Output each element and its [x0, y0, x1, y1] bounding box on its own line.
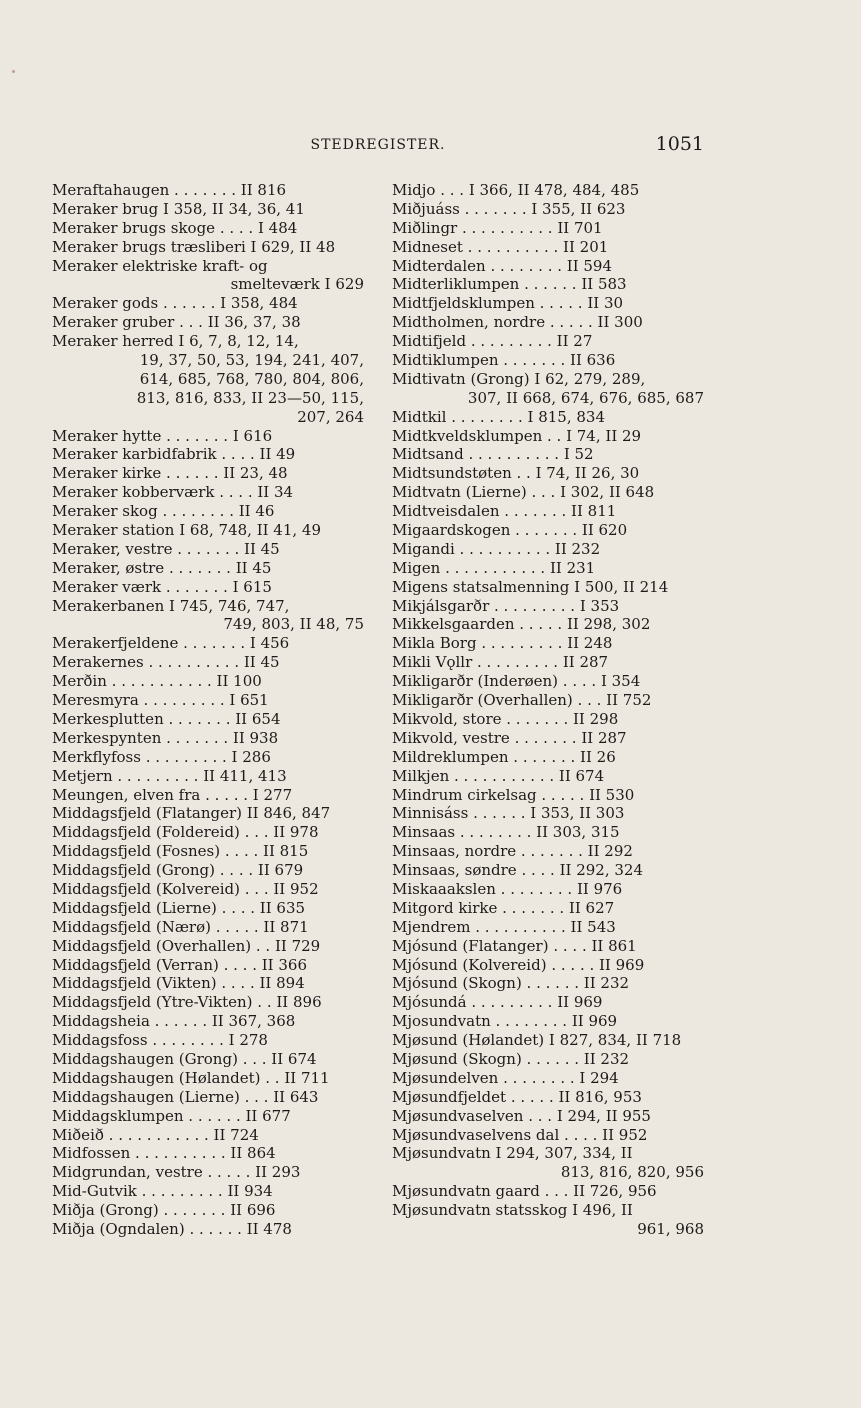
index-entry: Merkesplutten . . . . . . . II 654 — [52, 709, 281, 728]
index-entry: Middagsfjeld (Kolvereid) . . . II 952 — [52, 879, 319, 898]
index-entry: Mjøsundvatn gaard . . . II 726, 956 — [392, 1182, 657, 1201]
index-entry: Meraker kobberværk . . . . II 34 — [52, 483, 294, 502]
index-entry: Middagsfjeld (Foldereid) . . . II 978 — [52, 823, 319, 842]
index-entry: Merakernes . . . . . . . . . . II 45 — [52, 653, 280, 672]
index-entry: Miðeið . . . . . . . . . . . II 724 — [52, 1125, 259, 1144]
index-entry: Mitgord kirke . . . . . . . II 627 — [392, 898, 615, 917]
index-column-right — [392, 181, 704, 1239]
index-entry-continuation: 813, 816, 833, II 23—50, 115, — [136, 388, 364, 407]
index-entry: Mjósund (Flatanger) . . . . II 861 — [392, 936, 637, 955]
index-entry-continuation: 614, 685, 768, 780, 804, 806, — [139, 369, 364, 388]
index-entry: Minsaas, søndre . . . . II 292, 324 — [392, 861, 644, 880]
index-entry: Midgrundan, vestre . . . . . II 293 — [52, 1163, 301, 1182]
index-entry: Midterliklumpen . . . . . . II 583 — [392, 275, 627, 294]
index-entry: Meraker brugs træsliberi I 629, II 48 — [52, 237, 336, 256]
index-entry: Metjern . . . . . . . . . II 411, 413 — [52, 766, 287, 785]
index-entry: Meraker station I 68, 748, II 41, 49 — [52, 521, 322, 540]
index-entry: Midneset . . . . . . . . . . II 201 — [392, 237, 609, 256]
index-entry: Mid-Gutvik . . . . . . . . . II 934 — [52, 1182, 273, 1201]
index-entry: Migens statsalmenning I 500, II 214 — [392, 577, 669, 596]
index-entry: Meraker gruber . . . II 36, 37, 38 — [52, 313, 301, 332]
index-entry: Mjøsund (Skogn) . . . . . . II 232 — [392, 1049, 630, 1068]
index-entry: Midtvatn (Lierne) . . . I 302, II 648 — [392, 483, 655, 502]
index-entry: Meraker skog . . . . . . . . II 46 — [52, 502, 275, 521]
index-entry: Miskaaakslen . . . . . . . . II 976 — [392, 879, 623, 898]
index-entry: Migen . . . . . . . . . . . II 231 — [392, 558, 596, 577]
index-entry: Mjøsundelven . . . . . . . . I 294 — [392, 1068, 619, 1087]
index-entry: Midfossen . . . . . . . . . . II 864 — [52, 1144, 276, 1163]
index-entry: Middagsfjeld (Lierne) . . . . II 635 — [52, 898, 306, 917]
index-entry: Merakerfjeldene . . . . . . . I 456 — [52, 634, 290, 653]
index-entry: Mindrum cirkelsag . . . . . II 530 — [392, 785, 635, 804]
index-entry: Mjøsundvaselvens dal . . . . II 952 — [392, 1125, 648, 1144]
index-entry: Meungen, elven fra . . . . . I 277 — [52, 785, 293, 804]
index-entry: Merðin . . . . . . . . . . . II 100 — [52, 672, 262, 691]
index-entry: Mjøsundvatn I 294, 307, 334, II — [392, 1144, 633, 1163]
index-entry: Minsaas . . . . . . . . II 303, 315 — [392, 823, 620, 842]
index-entry: Migandi . . . . . . . . . . II 232 — [392, 539, 601, 558]
index-entry: Meraker værk . . . . . . . I 615 — [52, 577, 272, 596]
index-entry: Midtsundstøten . . I 74, II 26, 30 — [392, 464, 640, 483]
index-entry: Mikkelsgaarden . . . . . II 298, 302 — [392, 615, 651, 634]
index-entry: Merkflyfoss . . . . . . . . . I 286 — [52, 747, 271, 766]
index-entry-continuation: 19, 37, 50, 53, 194, 241, 407, — [139, 351, 364, 370]
index-entry-continuation: 307, II 668, 674, 676, 685, 687 — [467, 388, 704, 407]
index-entry-continuation: 749, 803, II 48, 75 — [223, 615, 364, 634]
index-entry: Midtifjeld . . . . . . . . . II 27 — [392, 332, 593, 351]
index-entry: Mildreklumpen . . . . . . . II 26 — [392, 747, 616, 766]
index-entry: Miðjuáss . . . . . . . I 355, II 623 — [392, 199, 626, 218]
page-speck — [12, 70, 15, 73]
index-entry: Middagsklumpen . . . . . . II 677 — [52, 1106, 291, 1125]
index-entry: Merkespynten . . . . . . . II 938 — [52, 728, 279, 747]
index-entry: Middagsfjeld (Overhallen) . . II 729 — [52, 936, 321, 955]
index-entry: Mjosundvatn . . . . . . . . II 969 — [392, 1012, 618, 1031]
index-entry-continuation: 207, 264 — [297, 407, 364, 426]
page-title: STEDREGISTER. — [310, 137, 446, 153]
index-entry: Midterdalen . . . . . . . . II 594 — [392, 256, 613, 275]
index-entry: Meraker brugs skoge . . . . I 484 — [52, 218, 298, 237]
index-entry: Mjøsund (Hølandet) I 827, 834, II 718 — [392, 1031, 682, 1050]
index-entry: Meraftahaugen . . . . . . . II 816 — [52, 181, 287, 199]
index-entry: Merakerbanen I 745, 746, 747, — [52, 596, 290, 615]
index-entry: Middagshaugen (Lierne) . . . II 643 — [52, 1087, 319, 1106]
index-entry: Meraker, østre . . . . . . . II 45 — [52, 558, 272, 577]
index-entry: Midjo . . . I 366, II 478, 484, 485 — [392, 181, 640, 199]
index-entry: Midtfjeldsklumpen . . . . . II 30 — [392, 294, 624, 313]
index-column-left — [52, 181, 364, 1239]
index-entry: Middagsheia . . . . . . II 367, 368 — [52, 1012, 296, 1031]
index-entry: Mjendrem . . . . . . . . . . II 543 — [392, 917, 616, 936]
index-entry: Miðja (Grong) . . . . . . . II 696 — [52, 1201, 276, 1220]
index-entry: Meraker kirke . . . . . . II 23, 48 — [52, 464, 288, 483]
index-entry: Midtiklumpen . . . . . . . II 636 — [392, 351, 616, 370]
index-entry: Midtveisdalen . . . . . . . II 811 — [392, 502, 617, 521]
index-entry: Meraker gods . . . . . . I 358, 484 — [52, 294, 298, 313]
index-entry: Mjøsundvaselven . . . I 294, II 955 — [392, 1106, 651, 1125]
index-entry: Meraker, vestre . . . . . . . II 45 — [52, 539, 280, 558]
page-header — [52, 133, 704, 157]
index-entry: Mjøsundfjeldet . . . . . II 816, 953 — [392, 1087, 642, 1106]
index-entry: Mikvold, store . . . . . . . II 298 — [392, 709, 619, 728]
index-entry: Mjósund (Skogn) . . . . . . II 232 — [392, 974, 630, 993]
index-entry: Milkjen . . . . . . . . . . . II 674 — [392, 766, 605, 785]
index-entry: Meraker herred I 6, 7, 8, 12, 14, — [52, 332, 299, 351]
index-entry: Middagsfjeld (Nærø) . . . . . II 871 — [52, 917, 309, 936]
index-entry: Minnisáss . . . . . . I 353, II 303 — [392, 804, 625, 823]
index-entry: Migaardskogen . . . . . . . II 620 — [392, 521, 628, 540]
index-entry: Miðja (Ogndalen) . . . . . . II 478 — [52, 1219, 292, 1238]
index-entry: Mikli Vǫllr . . . . . . . . . II 287 — [392, 653, 609, 672]
index-entry: Midtivatn (Grong) I 62, 279, 289, — [392, 369, 646, 388]
index-entry-continuation: 961, 968 — [637, 1219, 704, 1238]
index-entry: Middagsfjeld (Grong) . . . . II 679 — [52, 861, 304, 880]
index-entry: Mikvold, vestre . . . . . . . II 287 — [392, 728, 627, 747]
index-entry-continuation: smelteværk I 629 — [230, 275, 364, 294]
index-entry: Meraker hytte . . . . . . . I 616 — [52, 426, 273, 445]
index-entry: Meraker karbidfabrik . . . . II 49 — [52, 445, 296, 464]
index-entry: Mikjálsgarðr . . . . . . . . . I 353 — [392, 596, 620, 615]
index-entry: Meraker elektriske kraft- og — [52, 256, 268, 275]
index-entry: Midtsand . . . . . . . . . . I 52 — [392, 445, 594, 464]
index-entry: Middagshaugen (Grong) . . . II 674 — [52, 1049, 317, 1068]
index-entry: Mikla Borg . . . . . . . . . II 248 — [392, 634, 613, 653]
index-entry: Middagsfjeld (Fosnes) . . . . II 815 — [52, 842, 309, 861]
index-entry: Minsaas, nordre . . . . . . . II 292 — [392, 842, 633, 861]
index-entry: Midtholmen, nordre . . . . . II 300 — [392, 313, 643, 332]
index-entry-continuation: 813, 816, 820, 956 — [560, 1163, 704, 1182]
index-entry: Mjósundá . . . . . . . . . II 969 — [392, 993, 603, 1012]
index-entry: Mjósund (Kolvereid) . . . . . II 969 — [392, 955, 645, 974]
index-entry: Mjøsundvatn statsskog I 496, II — [392, 1201, 633, 1220]
index-entry: Miðlingr . . . . . . . . . . II 701 — [392, 218, 603, 237]
index-entry: Middagsfjeld (Vikten) . . . . II 894 — [52, 974, 305, 993]
index-entry: Middagsfjeld (Verran) . . . . II 366 — [52, 955, 307, 974]
index-entry: Meraker brug I 358, II 34, 36, 41 — [52, 199, 305, 218]
index-entry: Middagshaugen (Hølandet) . . II 711 — [52, 1068, 330, 1087]
index-entry: Middagsfoss . . . . . . . . I 278 — [52, 1031, 268, 1050]
index-entry: Midtkil . . . . . . . . I 815, 834 — [392, 407, 606, 426]
index-entry: Middagsfjeld (Flatanger) II 846, 847 — [52, 804, 331, 823]
index-entry: Mikligarðr (Inderøen) . . . . I 354 — [392, 672, 641, 691]
index-entry: Mikligarðr (Overhallen) . . . II 752 — [392, 691, 652, 710]
index-entry: Middagsfjeld (Ytre-Vikten) . . II 896 — [52, 993, 322, 1012]
index-entry: Midtkveldsklumpen . . I 74, II 29 — [392, 426, 642, 445]
page-number: 1051 — [655, 133, 704, 155]
index-entry: Meresmyra . . . . . . . . . I 651 — [52, 691, 269, 710]
